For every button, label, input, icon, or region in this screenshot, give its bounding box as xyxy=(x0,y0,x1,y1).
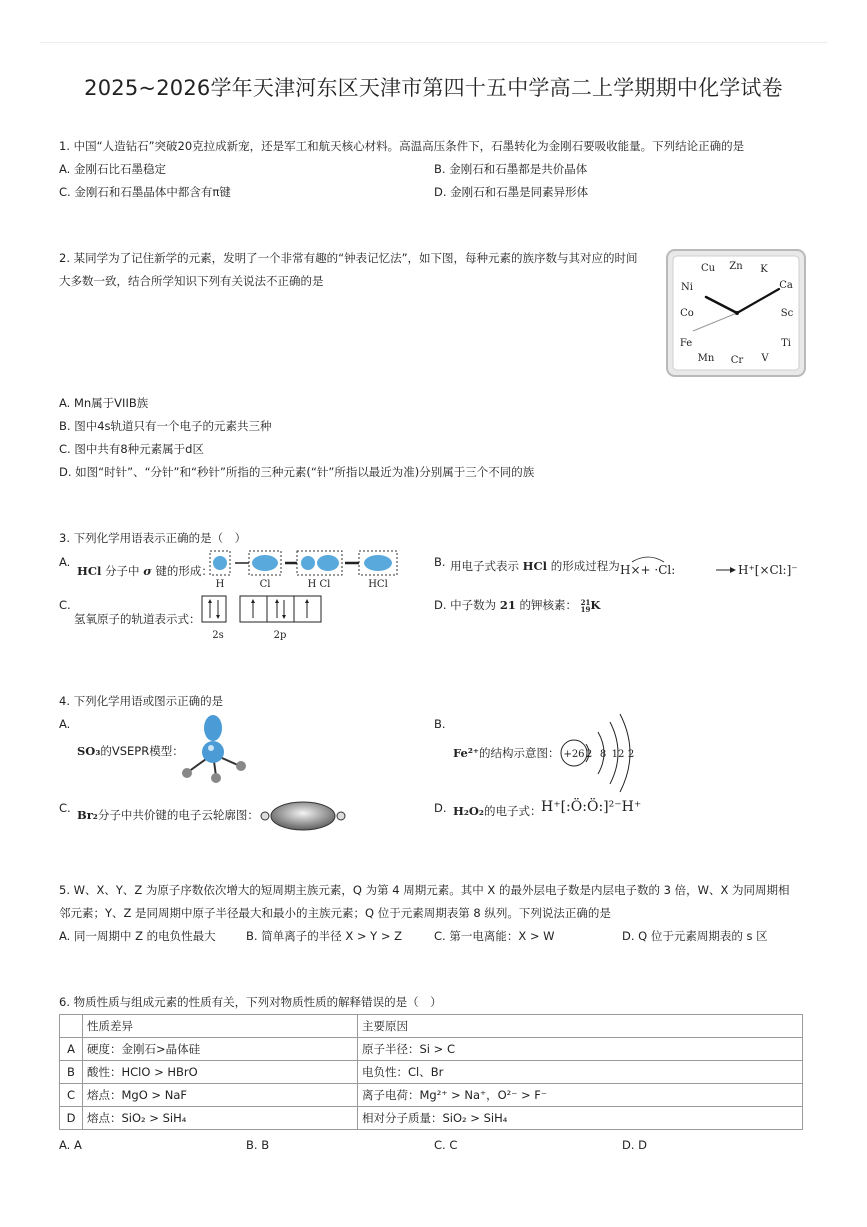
q1-option-d[interactable]: D. 金刚石和石墨是同素异形体 xyxy=(434,185,589,199)
table-cell: C xyxy=(60,1084,83,1107)
clock-label: K xyxy=(760,264,768,275)
q6-stem: 6. 物质性质与组成元素的性质有关，下列对物质性质的解释错误的是（ ） xyxy=(59,995,442,1009)
q2-option-c[interactable]: C. 图中共有8种元素属于d区 xyxy=(59,442,204,456)
clock-label: Mn xyxy=(697,353,715,364)
table-cell: 相对分子质量：SiO₂ > SiH₄ xyxy=(358,1107,803,1130)
table-cell: 离子电荷：Mg²⁺ > Na⁺，O²⁻ > F⁻ xyxy=(358,1084,803,1107)
clock-label: Cu xyxy=(700,263,716,274)
q5-stem-line1: 5. W、X、Y、Z 为原子序数依次增大的短周期主族元素，Q 为第 4 周期元素。其中 X 的最外层电子数是内层电子数的 3 倍，W、X 为同周期相 xyxy=(59,883,790,897)
q3-option-c-text: 氢氧原子的轨道表示式： xyxy=(74,612,201,626)
q3-option-b-text: 用电子式表示 HCl 的形成过程为 xyxy=(450,559,620,573)
isotope-mass-number: 21 xyxy=(580,597,591,607)
q6-option-b[interactable]: B. B xyxy=(246,1138,270,1152)
table-header: 主要原因 xyxy=(358,1015,803,1038)
clock-label: Cr xyxy=(730,355,744,366)
q2-option-b[interactable]: B. 图中4s轨道只有一个电子的元素共三种 xyxy=(59,419,272,433)
page-title: 2025~2026学年天津河东区天津市第四十五中学高二上学期期中化学试卷 xyxy=(84,76,783,100)
q6-option-a[interactable]: A. A xyxy=(59,1138,82,1152)
orbital-label: H xyxy=(215,579,225,589)
q3-stem: 3. 下列化学用语表示正确的是（ ） xyxy=(59,531,247,545)
shell-electron-count: 2 xyxy=(627,749,635,760)
q4-option-d-letter[interactable]: D. xyxy=(434,801,447,815)
svg-text:H⁺[×Cl:]⁻: H⁺[×Cl:]⁻ xyxy=(738,563,798,577)
clock-label: Ca xyxy=(779,280,793,291)
table-cell: A xyxy=(60,1038,83,1061)
q4-option-b-letter[interactable]: B. xyxy=(434,717,446,731)
orbital-label: HCl xyxy=(368,579,388,589)
q2-option-a[interactable]: A. Mn属于VIIB族 xyxy=(59,396,149,410)
clock-label: Sc xyxy=(780,308,794,319)
table-cell: 原子半径：Si > C xyxy=(358,1038,803,1061)
q1-option-a[interactable]: A. 金刚石比石墨稳定 xyxy=(59,162,166,176)
q5-stem-line2: 邻元素；Y、Z 是同周期中原子半径最大和最小的主族元素；Q 位于元素周期表第 8 纵列。下列说法正确的是 xyxy=(59,906,611,920)
q4-option-c-text: Br₂分子中共价键的电子云轮廓图： xyxy=(77,808,259,822)
orbital-label: 2s xyxy=(212,630,224,641)
q3-option-b-letter[interactable]: B. xyxy=(434,555,446,569)
svg-text:H×+ ·Cl:: H×+ ·Cl: xyxy=(620,563,676,577)
table-cell: 硬度：金刚石>晶体硅 xyxy=(83,1038,358,1061)
svg-text:+26: +26 xyxy=(563,749,585,760)
orbital-box-diagram xyxy=(200,594,325,642)
q3-option-a-letter[interactable]: A. xyxy=(59,555,71,569)
clock-label: Ti xyxy=(781,338,791,349)
q5-option-b[interactable]: B. 简单离子的半径 X > Y > Z xyxy=(246,929,403,943)
shell-electron-count: 2 xyxy=(585,749,593,760)
sigma-bond-formation-diagram xyxy=(207,549,400,589)
property-table xyxy=(59,1014,803,1130)
clock-label: Co xyxy=(680,308,694,319)
h2o2-electron-formula: H⁺[:Ö:Ö:]²⁻H⁺ xyxy=(541,799,642,815)
q4-option-d-text: H₂O₂的电子式： xyxy=(453,804,542,818)
q3-option-a-text: HCl 分子中 σ 键的形成： xyxy=(77,564,213,578)
table-header-row xyxy=(60,1015,803,1038)
table-cell: 熔点：MgO > NaF xyxy=(83,1084,358,1107)
vsepr-model-figure xyxy=(178,714,252,784)
table-cell: 酸性：HClO > HBrO xyxy=(83,1061,358,1084)
q1-option-b[interactable]: B. 金刚石和石墨都是共价晶体 xyxy=(434,162,588,176)
shell-electron-count: 8 xyxy=(599,749,607,760)
orbital-label: 2p xyxy=(273,630,287,641)
q5-option-d[interactable]: D. Q 位于元素周期表的 s 区 xyxy=(622,929,768,943)
atomic-structure-diagram xyxy=(558,712,638,794)
table-cell: 熔点：SiO₂ > SiH₄ xyxy=(83,1107,358,1130)
table-cell: 电负性：Cl、Br xyxy=(358,1061,803,1084)
clock-label: Fe xyxy=(679,338,693,349)
electron-cloud-figure xyxy=(257,798,349,834)
q6-option-c[interactable]: C. C xyxy=(434,1138,458,1152)
q3-option-c-letter[interactable]: C. xyxy=(59,598,71,612)
table-row xyxy=(60,1107,803,1130)
hcl-electron-formula-diagram xyxy=(618,552,798,584)
element-clock-figure xyxy=(665,248,807,378)
clock-label: V xyxy=(761,353,769,364)
clock-label: Zn xyxy=(729,261,743,272)
q4-option-a-letter[interactable]: A. xyxy=(59,717,71,731)
q4-option-a-text: SO₃的VSEPR模型： xyxy=(77,744,184,758)
q1-stem: 1. 中国“人造钻石”突破20克拉成新宠，还是军工和航天核心材料。高温高压条件下，石墨转化为金刚石要吸收能量。下列结论正确的是 xyxy=(59,139,745,153)
q4-option-c-letter[interactable]: C. xyxy=(59,801,71,815)
q3-option-d[interactable]: D. 中子数为 21 的钾核素： 21 19K xyxy=(434,597,601,614)
orbital-label: Cl xyxy=(259,579,271,589)
shell-electron-count: 12 xyxy=(611,749,625,760)
table-header: 性质差异 xyxy=(83,1015,358,1038)
q1-option-c[interactable]: C. 金刚石和石墨晶体中都含有π键 xyxy=(59,185,231,199)
table-cell: D xyxy=(60,1107,83,1130)
q2-option-d[interactable]: D. 如图“时针”、“分针”和“秒针”所指的三种元素(“针”所指以最近为准)分别属于三个不同的族 xyxy=(59,465,535,479)
q2-stem-line1: 2. 某同学为了记住新学的元素，发明了一个非常有趣的“钟表记忆法”，如下图，每种元素的族序数与其对应的时间 xyxy=(59,251,638,265)
q6-option-d[interactable]: D. D xyxy=(622,1138,648,1152)
q4-stem: 4. 下列化学用语或图示正确的是 xyxy=(59,694,224,708)
q2-stem-line2: 大多数一致，结合所学知识下列有关说法不正确的是 xyxy=(59,274,324,288)
header-divider xyxy=(40,42,827,43)
isotope-atomic-number: 19 xyxy=(580,604,591,614)
orbital-label: H Cl xyxy=(307,579,331,589)
q5-option-a[interactable]: A. 同一周期中 Z 的电负性最大 xyxy=(59,929,216,943)
q4-option-b-text: Fe²⁺的结构示意图： xyxy=(453,746,560,760)
clock-label: Ni xyxy=(681,282,693,293)
q5-option-c[interactable]: C. 第一电离能：X > W xyxy=(434,929,555,943)
table-row xyxy=(60,1084,803,1107)
table-cell: B xyxy=(60,1061,83,1084)
table-row xyxy=(60,1061,803,1084)
table-row xyxy=(60,1038,803,1061)
